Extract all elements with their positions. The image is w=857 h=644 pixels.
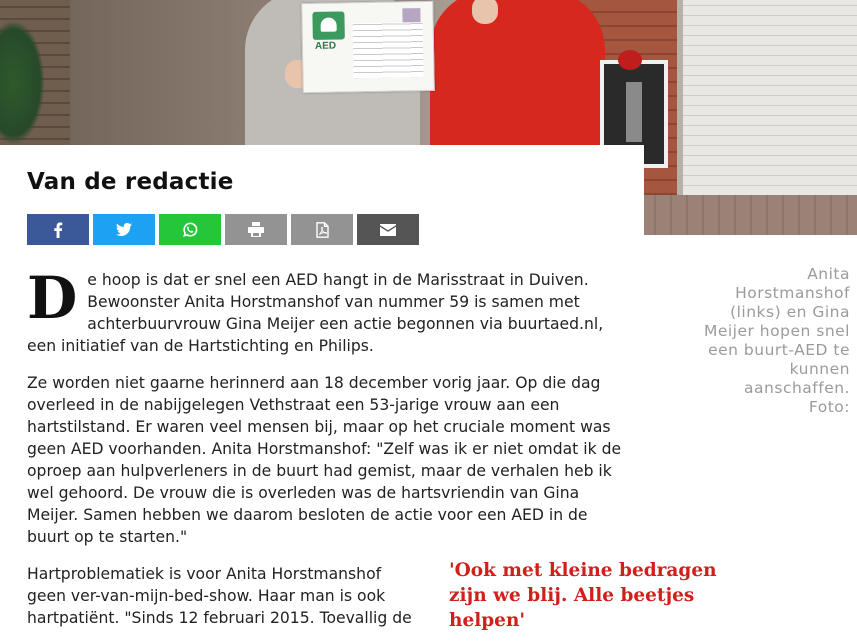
aed-heart-icon <box>312 11 344 40</box>
poster-text-lines <box>353 22 424 78</box>
whatsapp-icon <box>182 222 198 238</box>
twitter-icon <box>116 223 132 236</box>
facebook-icon <box>53 222 63 238</box>
article-paragraph: Hartproblematiek is voor Anita Horstmanshof geen ver-van-mijn-bed-show. Haar man is ook hartpatiënt. "Sinds 12 februari 2015. Toevallig de <box>27 565 412 627</box>
poster-photo <box>402 8 420 22</box>
facebook-share-button[interactable] <box>27 214 89 245</box>
email-icon <box>380 224 396 236</box>
share-bar <box>27 214 419 245</box>
red-bow <box>618 50 642 70</box>
whatsapp-share-button[interactable] <box>159 214 221 245</box>
twitter-share-button[interactable] <box>93 214 155 245</box>
paragraph-text: e hoop is dat er snel een AED hangt in de Marisstraat in Duiven. Bewoonster Anita Horstmanshof van nummer 59 is samen met achterbuurvrouw Gina Meijer een actie begonnen via buurtaed.nl, een initiatief van de Hartstichting en Philips. <box>27 271 604 355</box>
photo-caption: Anita Horstmanshof (links) en Gina Meijer hopen snel een buurt-AED te kunnen aanschaffen. Foto: <box>703 265 850 416</box>
hand <box>472 0 498 24</box>
aed-poster <box>301 1 435 93</box>
article-paragraph <box>27 264 627 357</box>
pull-quote: 'Ook met kleine bedragen zijn we blij. Alle beetjes helpen' <box>449 560 717 631</box>
print-icon <box>248 222 264 237</box>
article-paragraph: Ze worden niet gaarne herinnerd aan 18 december vorig jaar. Op die dag overleed in de nabijgelegen Vethstraat een 53-jarige vrouw aan een hartstilstand. Er waren veel mensen bij, maar op het cruciale moment was geen AED voorhanden. Anita Horstmanshof: "Zelf was ik er niet omdat ik de oproep aan hulpverleners in de buurt had gemist, maar de verhalen heb ik wel gehoord. De vrouw die is overleden was de hartsvriendin van Gina Meijer. Samen hebben we daarom besloten de actie voor een AED in de buurt op te starten." <box>27 374 622 546</box>
pdf-icon <box>316 222 329 238</box>
drop-cap: D <box>27 264 78 332</box>
pavement <box>640 195 857 235</box>
shrub <box>0 20 45 145</box>
print-button[interactable] <box>225 214 287 245</box>
article-title: Van de redactie <box>27 169 234 195</box>
email-share-button[interactable] <box>357 214 419 245</box>
aed-poster-label: AED <box>314 40 337 52</box>
person-red-coat <box>430 0 605 150</box>
pdf-download-button[interactable] <box>291 214 353 245</box>
article-card <box>0 145 644 628</box>
